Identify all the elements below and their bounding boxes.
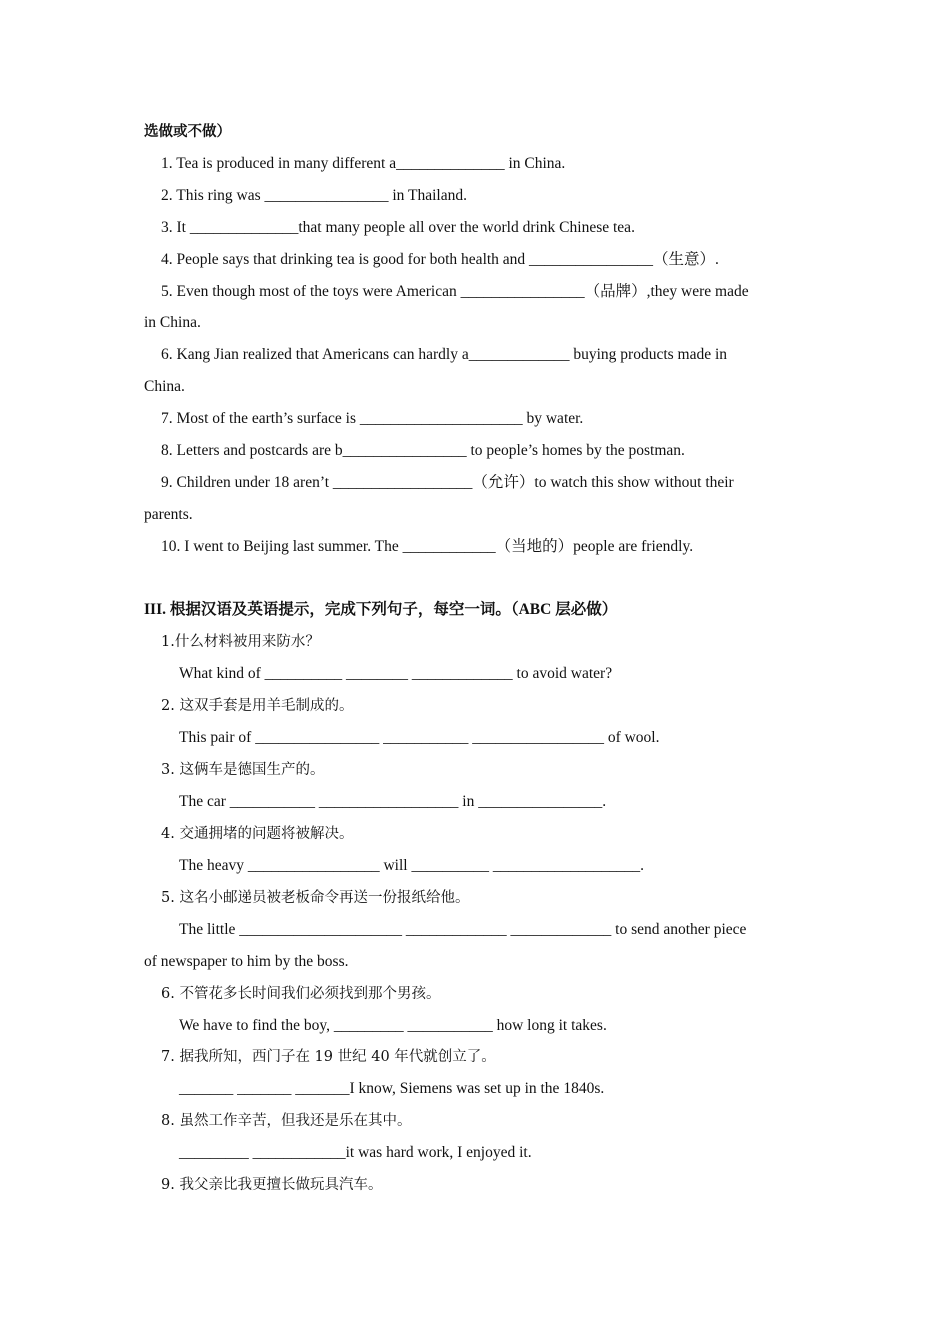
section2-item-3: 3. It ______________that many people all over the world drink Chinese tea. [161, 219, 635, 236]
section2-item-1: 1. Tea is produced in many different a______________ in China. [161, 155, 566, 172]
section3-item-7-zh: 7. 据我所知，西门子在 19 世纪 40 年代就创立了。 [161, 1049, 496, 1065]
section3-title: III. 根据汉语及英语提示，完成下列句子，每空一词。（ABC 层必做） [144, 601, 618, 618]
section3-item-8-zh: 8. 虽然工作辛苦，但我还是乐在其中。 [161, 1113, 412, 1129]
section2-item-7: 7. Most of the earth’s surface is _____________________ by water. [161, 410, 584, 427]
section3-item-3-zh: 3. 这俩车是德国生产的。 [161, 762, 325, 778]
section2-item-6-cont: China. [144, 378, 185, 395]
section2-item-2: 2. This ring was ________________ in Thailand. [161, 187, 467, 204]
section2-item-5: 5. Even though most of the toys were American ________________（品牌）,they were made [161, 283, 749, 300]
section3-item-5-en-cont: of newspaper to him by the boss. [144, 953, 349, 970]
section3-item-1-en: What kind of __________ ________ _____________ to avoid water? [179, 665, 613, 682]
section3-item-5-zh: 5. 这名小邮递员被老板命令再送一份报纸给他。 [161, 890, 470, 906]
section3-item-3-en: The car ___________ __________________ in ________________. [179, 793, 607, 810]
section2-item-10: 10. I went to Beijing last summer. The ____________（当地的）people are friendly. [161, 538, 694, 555]
section3-item-2-zh: 2. 这双手套是用羊毛制成的。 [161, 698, 354, 714]
section3-item-4-zh: 4. 交通拥堵的问题将被解决。 [161, 826, 354, 842]
section2-item-9: 9. Children under 18 aren’t __________________（允许）to watch this show without their [161, 474, 734, 491]
section3-item-2-en: This pair of ________________ ___________ _________________ of wool. [179, 729, 660, 746]
section3-item-6-en: We have to find the boy, _________ ___________ how long it takes. [179, 1017, 607, 1034]
section2-item-5-cont: in China. [144, 314, 201, 331]
section3-item-6-zh: 6. 不管花多长时间我们必须找到那个男孩。 [161, 986, 441, 1002]
section3-item-9-zh: 9. 我父亲比我更擅长做玩具汽车。 [161, 1177, 383, 1193]
section3-item-7-en: _______ _______ _______I know, Siemens was set up in the 1840s. [179, 1080, 605, 1097]
section3-item-4-en: The heavy _________________ will __________ ___________________. [179, 857, 644, 874]
section2-header-tail: 选做或不做） [144, 123, 231, 140]
section2-item-4: 4. People says that drinking tea is good for both health and ________________（生意）. [161, 251, 719, 268]
section3-item-5-en: The little _____________________ _____________ _____________ to send another piece [179, 921, 747, 938]
section2-item-9-cont: parents. [144, 506, 193, 523]
section2-item-6: 6. Kang Jian realized that Americans can hardly a_____________ buying products made in [161, 346, 728, 363]
section2-item-8: 8. Letters and postcards are b________________ to people’s homes by the postman. [161, 442, 685, 459]
section3-item-1-zh: 1.什么材料被用来防水？ [161, 634, 320, 650]
section3-item-8-en: _________ ____________it was hard work, I enjoyed it. [179, 1144, 532, 1161]
